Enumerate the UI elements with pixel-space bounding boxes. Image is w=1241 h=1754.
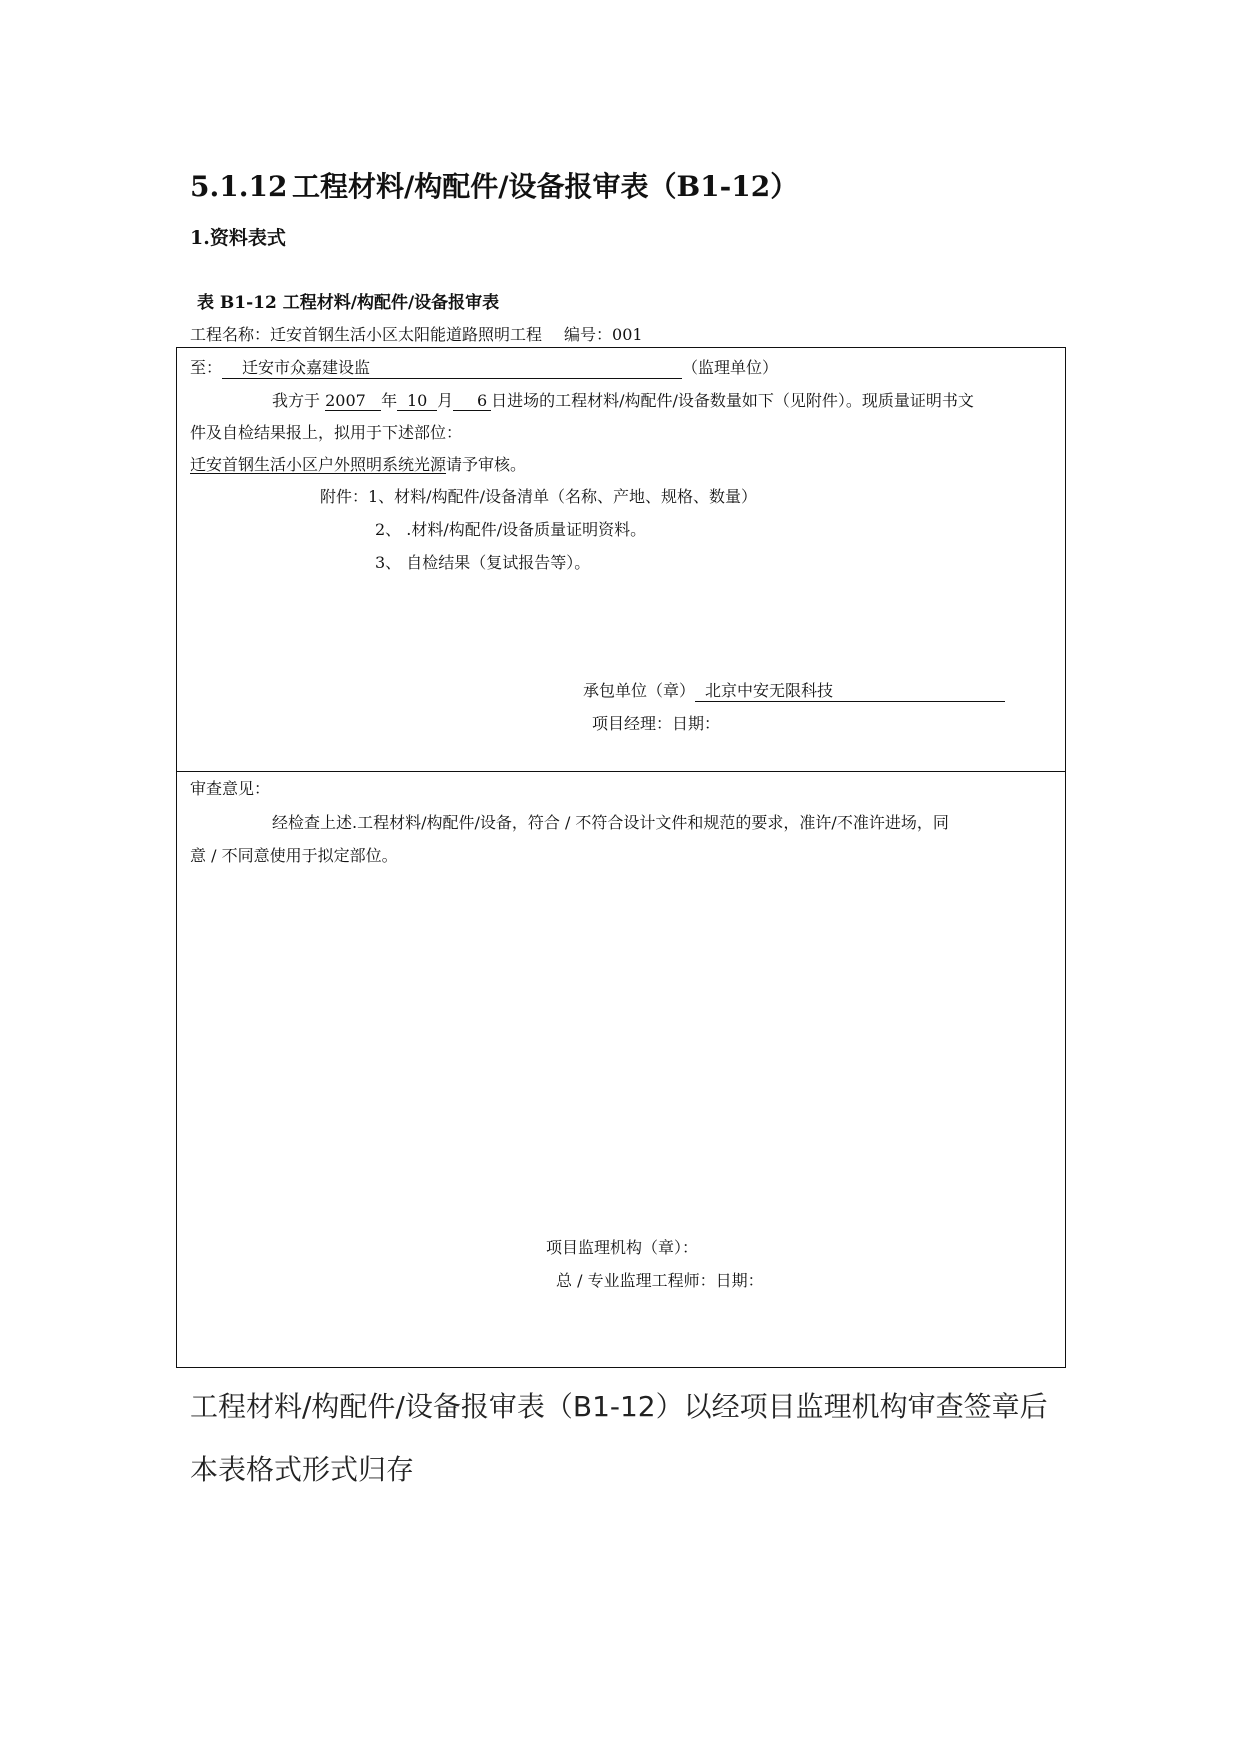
archive-note-line-2: 本表格式形式归存 — [190, 1453, 415, 1486]
entry-day: 6 — [453, 391, 491, 411]
table-title: 表 B1-12 工程材料/构配件/设备报审表 — [197, 293, 500, 313]
target-location: 迁安首钢生活小区户外照明系统光源 — [190, 455, 447, 474]
body-line-1 — [272, 388, 974, 411]
location-suffix: 请予审核。 — [446, 455, 527, 474]
body-line-2: 件及自检结果报上，拟用于下述部位： — [190, 423, 463, 442]
section-heading — [190, 165, 798, 205]
project-manager-date: 项目经理：日期： — [592, 714, 721, 733]
attachment-item: 附件：1、材料/构配件/设备清单（名称、产地、规格、数量） — [320, 487, 757, 506]
recipient-value: 迁安市众嘉建设监 — [242, 358, 371, 377]
attachment-item: 2、 .材料/构配件/设备质量证明资料。 — [375, 520, 647, 539]
section-divider — [177, 771, 1065, 772]
chief-engineer-date: 总 / 专业监理工程师：日期： — [556, 1271, 764, 1290]
project-info-line — [190, 322, 643, 345]
recipient-line — [190, 355, 778, 379]
body-text-cont: 日进场的工程材料/构配件/设备数量如下（见附件）。现质量证明书文 — [491, 391, 974, 410]
review-text-line-1: 经检查上述.工程材料/构配件/设备，符合 / 不符合设计文件和规范的要求，准许/不准许进场，同 — [272, 813, 949, 832]
recipient-suffix: （监理单位） — [682, 358, 779, 377]
contractor-field — [695, 678, 1005, 702]
subheading: 1.资料表式 — [190, 227, 286, 249]
contractor-value: 北京中安无限科技 — [705, 681, 834, 700]
review-text-line-2: 意 / 不同意使用于拟定部位。 — [190, 846, 398, 865]
archive-note-line-1: 工程材料/构配件/设备报审表（B1-12）以经项目监理机构审查签章后 — [190, 1390, 1048, 1423]
year-suffix: 年 — [381, 391, 398, 410]
entry-year: 2007 — [325, 391, 381, 411]
review-opinion-label: 审查意见： — [190, 779, 271, 798]
contractor-label: 承包单位（章） — [583, 681, 696, 700]
supervision-org-label: 项目监理机构（章）： — [546, 1238, 699, 1257]
contractor-line — [583, 678, 1005, 702]
project-name: 工程名称：迁安首钢生活小区太阳能道路照明工程 — [190, 325, 543, 344]
section-title: 工程材料/构配件/设备报审表（B1-12） — [292, 170, 799, 203]
body-text: 我方于 — [272, 391, 321, 410]
body-line-3 — [190, 452, 526, 475]
section-number: 5.1.12 — [190, 170, 288, 203]
to-prefix: 至： — [190, 358, 223, 377]
document-number: 编号：001 — [564, 325, 643, 344]
attachment-item: 3、 自检结果（复试报告等）。 — [375, 553, 591, 572]
entry-month: 10 — [397, 391, 437, 411]
month-suffix: 月 — [437, 391, 454, 410]
recipient-field — [222, 355, 682, 379]
